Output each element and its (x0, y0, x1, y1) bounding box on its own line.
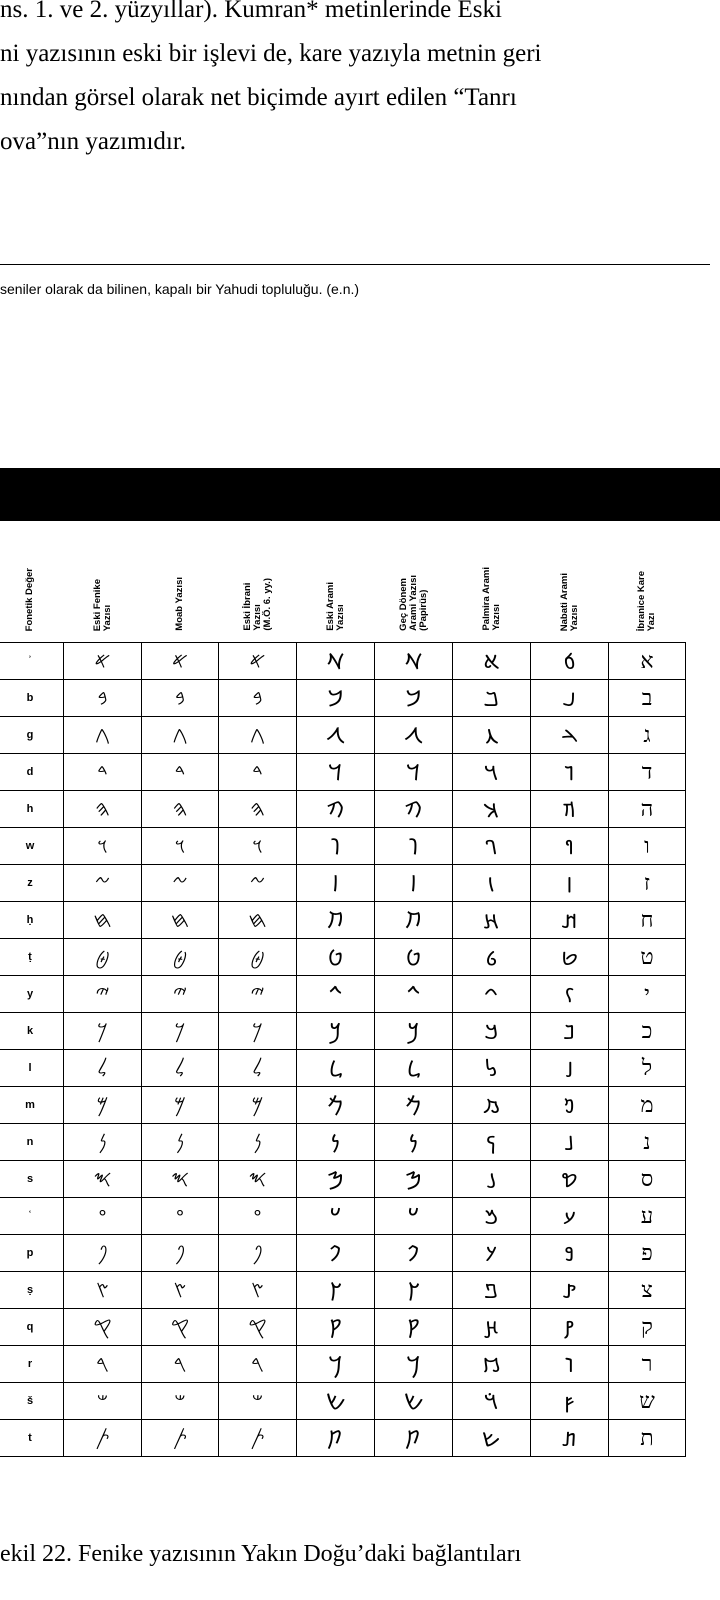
phonetic-value-cell: y (0, 976, 64, 1013)
paragraph-line: nından görsel olarak net biçimde ayırt edilen “Tanrı (0, 84, 517, 111)
column-header-label: Eski Fenike Yazısı (91, 578, 113, 631)
letter-cell: ח (609, 902, 686, 939)
letter-cell: 𐤐 (64, 1235, 142, 1272)
letter-cell: 𐤆 (64, 865, 142, 902)
letter-cell: 𐡍 (297, 1124, 375, 1161)
letter-cell: 𐡳 (453, 1346, 531, 1383)
letter-cell: 𐡃 (375, 754, 453, 791)
column-header-label: Eski İbrani Yazısı (M.Ö. 6. yy.) (241, 578, 273, 631)
letter-cell: ה (609, 791, 686, 828)
letter-cell: 𐡇 (375, 902, 453, 939)
letter-cell: ט (609, 939, 686, 976)
letter-cell: 𐡓 (375, 1346, 453, 1383)
letter-cell: 𐤅 (142, 828, 219, 865)
column-header (453, 530, 531, 643)
phonetic-value-cell: h (0, 791, 64, 828)
letter-cell: 𐤏 (64, 1198, 142, 1235)
table-row (0, 754, 686, 791)
letter-cell: 𐢚 (531, 1309, 609, 1346)
letter-cell: נ (609, 1124, 686, 1161)
letter-cell: 𐢓 (531, 1087, 609, 1124)
letter-cell: 𐢊 (531, 902, 609, 939)
letter-cell: 𐤄 (142, 791, 219, 828)
table-row (0, 976, 686, 1013)
letter-cell: 𐤇 (64, 902, 142, 939)
letter-cell: 𐡒 (297, 1309, 375, 1346)
letter-cell: 𐡔 (297, 1383, 375, 1420)
letter-cell: 𐡣 (453, 754, 531, 791)
table-row (0, 1383, 686, 1420)
figure-caption: ekil 22. Fenike yazısının Yakın Doğu’daki bağlantıları (0, 1541, 522, 1567)
phonetic-value-cell: k (0, 1013, 64, 1050)
letter-cell: 𐤎 (64, 1161, 142, 1198)
letter-cell: 𐤉 (64, 976, 142, 1013)
letter-cell: 𐤋 (142, 1050, 219, 1087)
letter-cell: 𐢜 (531, 1383, 609, 1420)
letter-cell: 𐡥 (453, 828, 531, 865)
letter-cell: 𐤀 (64, 643, 142, 680)
letter-cell: 𐤌 (64, 1087, 142, 1124)
body-paragraph (0, 0, 720, 164)
table-row (0, 680, 686, 717)
letter-cell: 𐡴 (453, 1383, 531, 1420)
letter-cell: 𐤒 (142, 1309, 219, 1346)
letter-cell: ו (609, 828, 686, 865)
letter-cell: 𐡌 (297, 1087, 375, 1124)
letter-cell: 𐡁 (375, 680, 453, 717)
letter-cell: 𐡀 (375, 643, 453, 680)
letter-cell: 𐡋 (375, 1050, 453, 1087)
letter-cell: 𐤆 (219, 865, 297, 902)
phonetic-value-cell: n (0, 1124, 64, 1161)
letter-cell: ג (609, 717, 686, 754)
footnote-divider (0, 264, 710, 265)
letter-cell: ק (609, 1309, 686, 1346)
letter-cell: 𐡑 (375, 1272, 453, 1309)
letter-cell: 𐢉 (531, 865, 609, 902)
column-header (0, 530, 64, 643)
column-header-label: İbranice Kare Yazı (636, 570, 657, 631)
letter-cell: 𐡉 (297, 976, 375, 1013)
column-header (297, 530, 375, 643)
letter-cell: 𐤃 (219, 754, 297, 791)
letter-cell: 𐢏 (531, 1013, 609, 1050)
letter-cell: 𐡈 (375, 939, 453, 976)
letter-cell: 𐢗 (531, 1198, 609, 1235)
table-row (0, 1161, 686, 1198)
phonetic-value-cell: g (0, 717, 64, 754)
table-row (0, 1235, 686, 1272)
letter-cell: 𐤈 (64, 939, 142, 976)
table-row (0, 902, 686, 939)
letter-cell: 𐡄 (297, 791, 375, 828)
letter-cell: 𐡨 (453, 939, 531, 976)
letter-cell: ד (609, 754, 686, 791)
letter-cell: 𐢙 (531, 1272, 609, 1309)
letter-cell: 𐡵 (453, 1420, 531, 1457)
column-header (219, 530, 297, 643)
letter-cell: 𐢍 (531, 976, 609, 1013)
letter-cell: 𐡊 (297, 1013, 375, 1050)
phonetic-value-cell: r (0, 1346, 64, 1383)
phonetic-value-cell: d (0, 754, 64, 791)
column-header-label: Palmira Arami Yazısı (480, 567, 502, 631)
phonetic-value-cell: ʿ (0, 1198, 64, 1235)
letter-cell: 𐡂 (375, 717, 453, 754)
letter-cell: 𐡒 (375, 1309, 453, 1346)
letter-cell: 𐢞 (531, 1420, 609, 1457)
letter-cell: 𐤕 (142, 1420, 219, 1457)
letter-cell: 𐤊 (142, 1013, 219, 1050)
letter-cell: 𐡈 (297, 939, 375, 976)
letter-cell: 𐡏 (297, 1198, 375, 1235)
column-header-label: Nabati Arami Yazısı (558, 572, 580, 631)
table-row (0, 1013, 686, 1050)
letter-cell: 𐤓 (219, 1346, 297, 1383)
column-header-label: Eski Arami Yazısı (324, 582, 346, 631)
letter-cell: 𐡆 (375, 865, 453, 902)
letter-cell: 𐡩 (453, 976, 531, 1013)
letter-cell: 𐡬 (453, 1087, 531, 1124)
table-row (0, 1050, 686, 1087)
letter-cell: 𐤆 (142, 865, 219, 902)
letter-cell: 𐤄 (64, 791, 142, 828)
letter-cell: 𐢇 (531, 791, 609, 828)
letter-cell: 𐤐 (219, 1235, 297, 1272)
letter-cell: 𐡯 (453, 1198, 531, 1235)
paragraph-line: ni yazısının eski bir işlevi de, kare yazıyla metnin geri (0, 40, 542, 67)
letter-cell: 𐡲 (453, 1309, 531, 1346)
letter-cell: 𐢄 (531, 717, 609, 754)
letter-cell: 𐡐 (375, 1235, 453, 1272)
letter-cell: 𐢑 (531, 1050, 609, 1087)
table-row (0, 643, 686, 680)
letter-cell: 𐤌 (219, 1087, 297, 1124)
table-row (0, 1272, 686, 1309)
column-header (142, 530, 219, 643)
letter-cell: 𐤃 (64, 754, 142, 791)
letter-cell: 𐤍 (219, 1124, 297, 1161)
phonetic-value-cell: ḥ (0, 902, 64, 939)
letter-cell: 𐤏 (219, 1198, 297, 1235)
table-row (0, 865, 686, 902)
table-row (0, 1346, 686, 1383)
letter-cell: י (609, 976, 686, 1013)
letter-cell: 𐢛 (531, 1346, 609, 1383)
letter-cell: 𐤓 (64, 1346, 142, 1383)
column-header (609, 530, 686, 643)
letter-cell: 𐤁 (219, 680, 297, 717)
letter-cell: 𐢈 (531, 828, 609, 865)
column-header-label: Geç Dönem Arami Yazısı (Papirüs) (397, 575, 429, 631)
letter-cell: 𐡋 (297, 1050, 375, 1087)
letter-cell: 𐤏 (142, 1198, 219, 1235)
letter-cell: 𐡓 (297, 1346, 375, 1383)
letter-cell: 𐤔 (142, 1383, 219, 1420)
letter-cell: 𐡁 (297, 680, 375, 717)
letter-cell: ב (609, 680, 686, 717)
letter-cell: 𐢖 (531, 1161, 609, 1198)
letter-cell: 𐡦 (453, 865, 531, 902)
letter-cell: 𐡍 (375, 1124, 453, 1161)
letter-cell: 𐤎 (219, 1161, 297, 1198)
paragraph-line: ns. 1. ve 2. yüzyıllar). Kumran* metinlerinde Eski (0, 0, 502, 23)
paragraph-line: ova”nın yazımıdır. (0, 128, 187, 155)
letter-cell: 𐤊 (64, 1013, 142, 1050)
letter-cell: מ (609, 1087, 686, 1124)
letter-cell: צ (609, 1272, 686, 1309)
letter-cell: 𐡫 (453, 1050, 531, 1087)
letter-cell: 𐢅 (531, 754, 609, 791)
letter-cell: 𐤂 (64, 717, 142, 754)
phonetic-value-cell: l (0, 1050, 64, 1087)
letter-cell: 𐤁 (142, 680, 219, 717)
letter-cell: 𐤕 (219, 1420, 297, 1457)
letter-cell: 𐤒 (64, 1309, 142, 1346)
letter-cell: ע (609, 1198, 686, 1235)
table-row (0, 939, 686, 976)
table-row (0, 1198, 686, 1235)
letter-cell: 𐡌 (375, 1087, 453, 1124)
letter-cell: ש (609, 1383, 686, 1420)
letter-cell: ת (609, 1420, 686, 1457)
letter-cell: 𐤇 (142, 902, 219, 939)
letter-cell: כ (609, 1013, 686, 1050)
letter-cell: 𐡔 (375, 1383, 453, 1420)
letter-cell: 𐡄 (375, 791, 453, 828)
letter-cell: 𐤂 (219, 717, 297, 754)
phonetic-value-cell: q (0, 1309, 64, 1346)
table-row (0, 1420, 686, 1457)
phonetic-value-cell: ṣ (0, 1272, 64, 1309)
table-row (0, 1124, 686, 1161)
letter-cell: 𐡭 (453, 1124, 531, 1161)
letter-cell: 𐡅 (375, 828, 453, 865)
phonetic-value-cell: m (0, 1087, 64, 1124)
script-comparison-table (0, 530, 686, 1457)
footnote: seniler olarak da bilinen, kapalı bir Yahudi topluluğu. (e.n.) (0, 281, 360, 297)
letter-cell: 𐡢 (453, 717, 531, 754)
letter-cell: 𐤔 (64, 1383, 142, 1420)
letter-cell: 𐤎 (142, 1161, 219, 1198)
letter-cell: 𐤉 (142, 976, 219, 1013)
table-row (0, 1309, 686, 1346)
letter-cell: 𐤈 (219, 939, 297, 976)
letter-cell: ר (609, 1346, 686, 1383)
column-header (531, 530, 609, 643)
letter-cell: 𐡎 (297, 1161, 375, 1198)
letter-cell: פ (609, 1235, 686, 1272)
column-header-label: Moab Yazısı (174, 577, 185, 631)
letter-cell: 𐡕 (297, 1420, 375, 1457)
letter-cell: 𐡃 (297, 754, 375, 791)
letter-cell: 𐤒 (219, 1309, 297, 1346)
letter-cell: 𐤅 (64, 828, 142, 865)
letter-cell: 𐡰 (453, 1235, 531, 1272)
letter-cell: 𐡐 (297, 1235, 375, 1272)
table-row (0, 791, 686, 828)
letter-cell: 𐢘 (531, 1235, 609, 1272)
table-row (0, 717, 686, 754)
letter-cell: 𐤌 (142, 1087, 219, 1124)
letter-cell: ס (609, 1161, 686, 1198)
letter-cell: 𐡑 (297, 1272, 375, 1309)
letter-cell: 𐤍 (64, 1124, 142, 1161)
letter-cell: 𐡎 (375, 1161, 453, 1198)
letter-cell: 𐤋 (64, 1050, 142, 1087)
letter-cell: 𐡪 (453, 1013, 531, 1050)
phonetic-value-cell: ʾ (0, 643, 64, 680)
letter-cell: 𐡤 (453, 791, 531, 828)
letter-cell: ז (609, 865, 686, 902)
letter-cell: 𐡏 (375, 1198, 453, 1235)
letter-cell: 𐤑 (219, 1272, 297, 1309)
letter-cell: 𐡉 (375, 976, 453, 1013)
phonetic-value-cell: š (0, 1383, 64, 1420)
letter-cell: 𐡆 (297, 865, 375, 902)
letter-cell: 𐤀 (219, 643, 297, 680)
letter-cell: 𐤋 (219, 1050, 297, 1087)
table-header-row (0, 530, 686, 643)
letter-cell: 𐤐 (142, 1235, 219, 1272)
letter-cell: 𐢋 (531, 939, 609, 976)
column-header-label: Fonetik Değer (24, 567, 35, 631)
letter-cell: 𐤂 (142, 717, 219, 754)
letter-cell: 𐤉 (219, 976, 297, 1013)
letter-cell: 𐡀 (297, 643, 375, 680)
letter-cell: 𐤃 (142, 754, 219, 791)
phonetic-value-cell: s (0, 1161, 64, 1198)
letter-cell: 𐤊 (219, 1013, 297, 1050)
letter-cell: 𐤈 (142, 939, 219, 976)
phonetic-value-cell: ṭ (0, 939, 64, 976)
phonetic-value-cell: w (0, 828, 64, 865)
letter-cell: 𐡧 (453, 902, 531, 939)
column-header (64, 530, 142, 643)
column-header (375, 530, 453, 643)
letter-cell: 𐡅 (297, 828, 375, 865)
letter-cell: א (609, 643, 686, 680)
letter-cell: 𐡂 (297, 717, 375, 754)
phonetic-value-cell: b (0, 680, 64, 717)
letter-cell: 𐤅 (219, 828, 297, 865)
phonetic-value-cell: z (0, 865, 64, 902)
letter-cell: 𐤑 (142, 1272, 219, 1309)
letter-cell: 𐢃 (531, 680, 609, 717)
letter-cell: ל (609, 1050, 686, 1087)
letter-cell: 𐡇 (297, 902, 375, 939)
letter-cell: 𐤕 (64, 1420, 142, 1457)
table-row (0, 828, 686, 865)
letter-cell: 𐡕 (375, 1420, 453, 1457)
letter-cell: 𐢕 (531, 1124, 609, 1161)
table-row (0, 1087, 686, 1124)
letter-cell: 𐢁 (531, 643, 609, 680)
letter-cell: 𐤀 (142, 643, 219, 680)
letter-cell: 𐡮 (453, 1161, 531, 1198)
letter-cell: 𐡡 (453, 680, 531, 717)
letter-cell: 𐡠 (453, 643, 531, 680)
letter-cell: 𐤑 (64, 1272, 142, 1309)
letter-cell: 𐤁 (64, 680, 142, 717)
letter-cell: 𐡊 (375, 1013, 453, 1050)
letter-cell: 𐤍 (142, 1124, 219, 1161)
letter-cell: 𐤓 (142, 1346, 219, 1383)
letter-cell: 𐤇 (219, 902, 297, 939)
letter-cell: 𐡱 (453, 1272, 531, 1309)
phonetic-value-cell: p (0, 1235, 64, 1272)
phonetic-value-cell: t (0, 1420, 64, 1457)
letter-cell: 𐤄 (219, 791, 297, 828)
letter-cell: 𐤔 (219, 1383, 297, 1420)
black-band (0, 468, 720, 521)
